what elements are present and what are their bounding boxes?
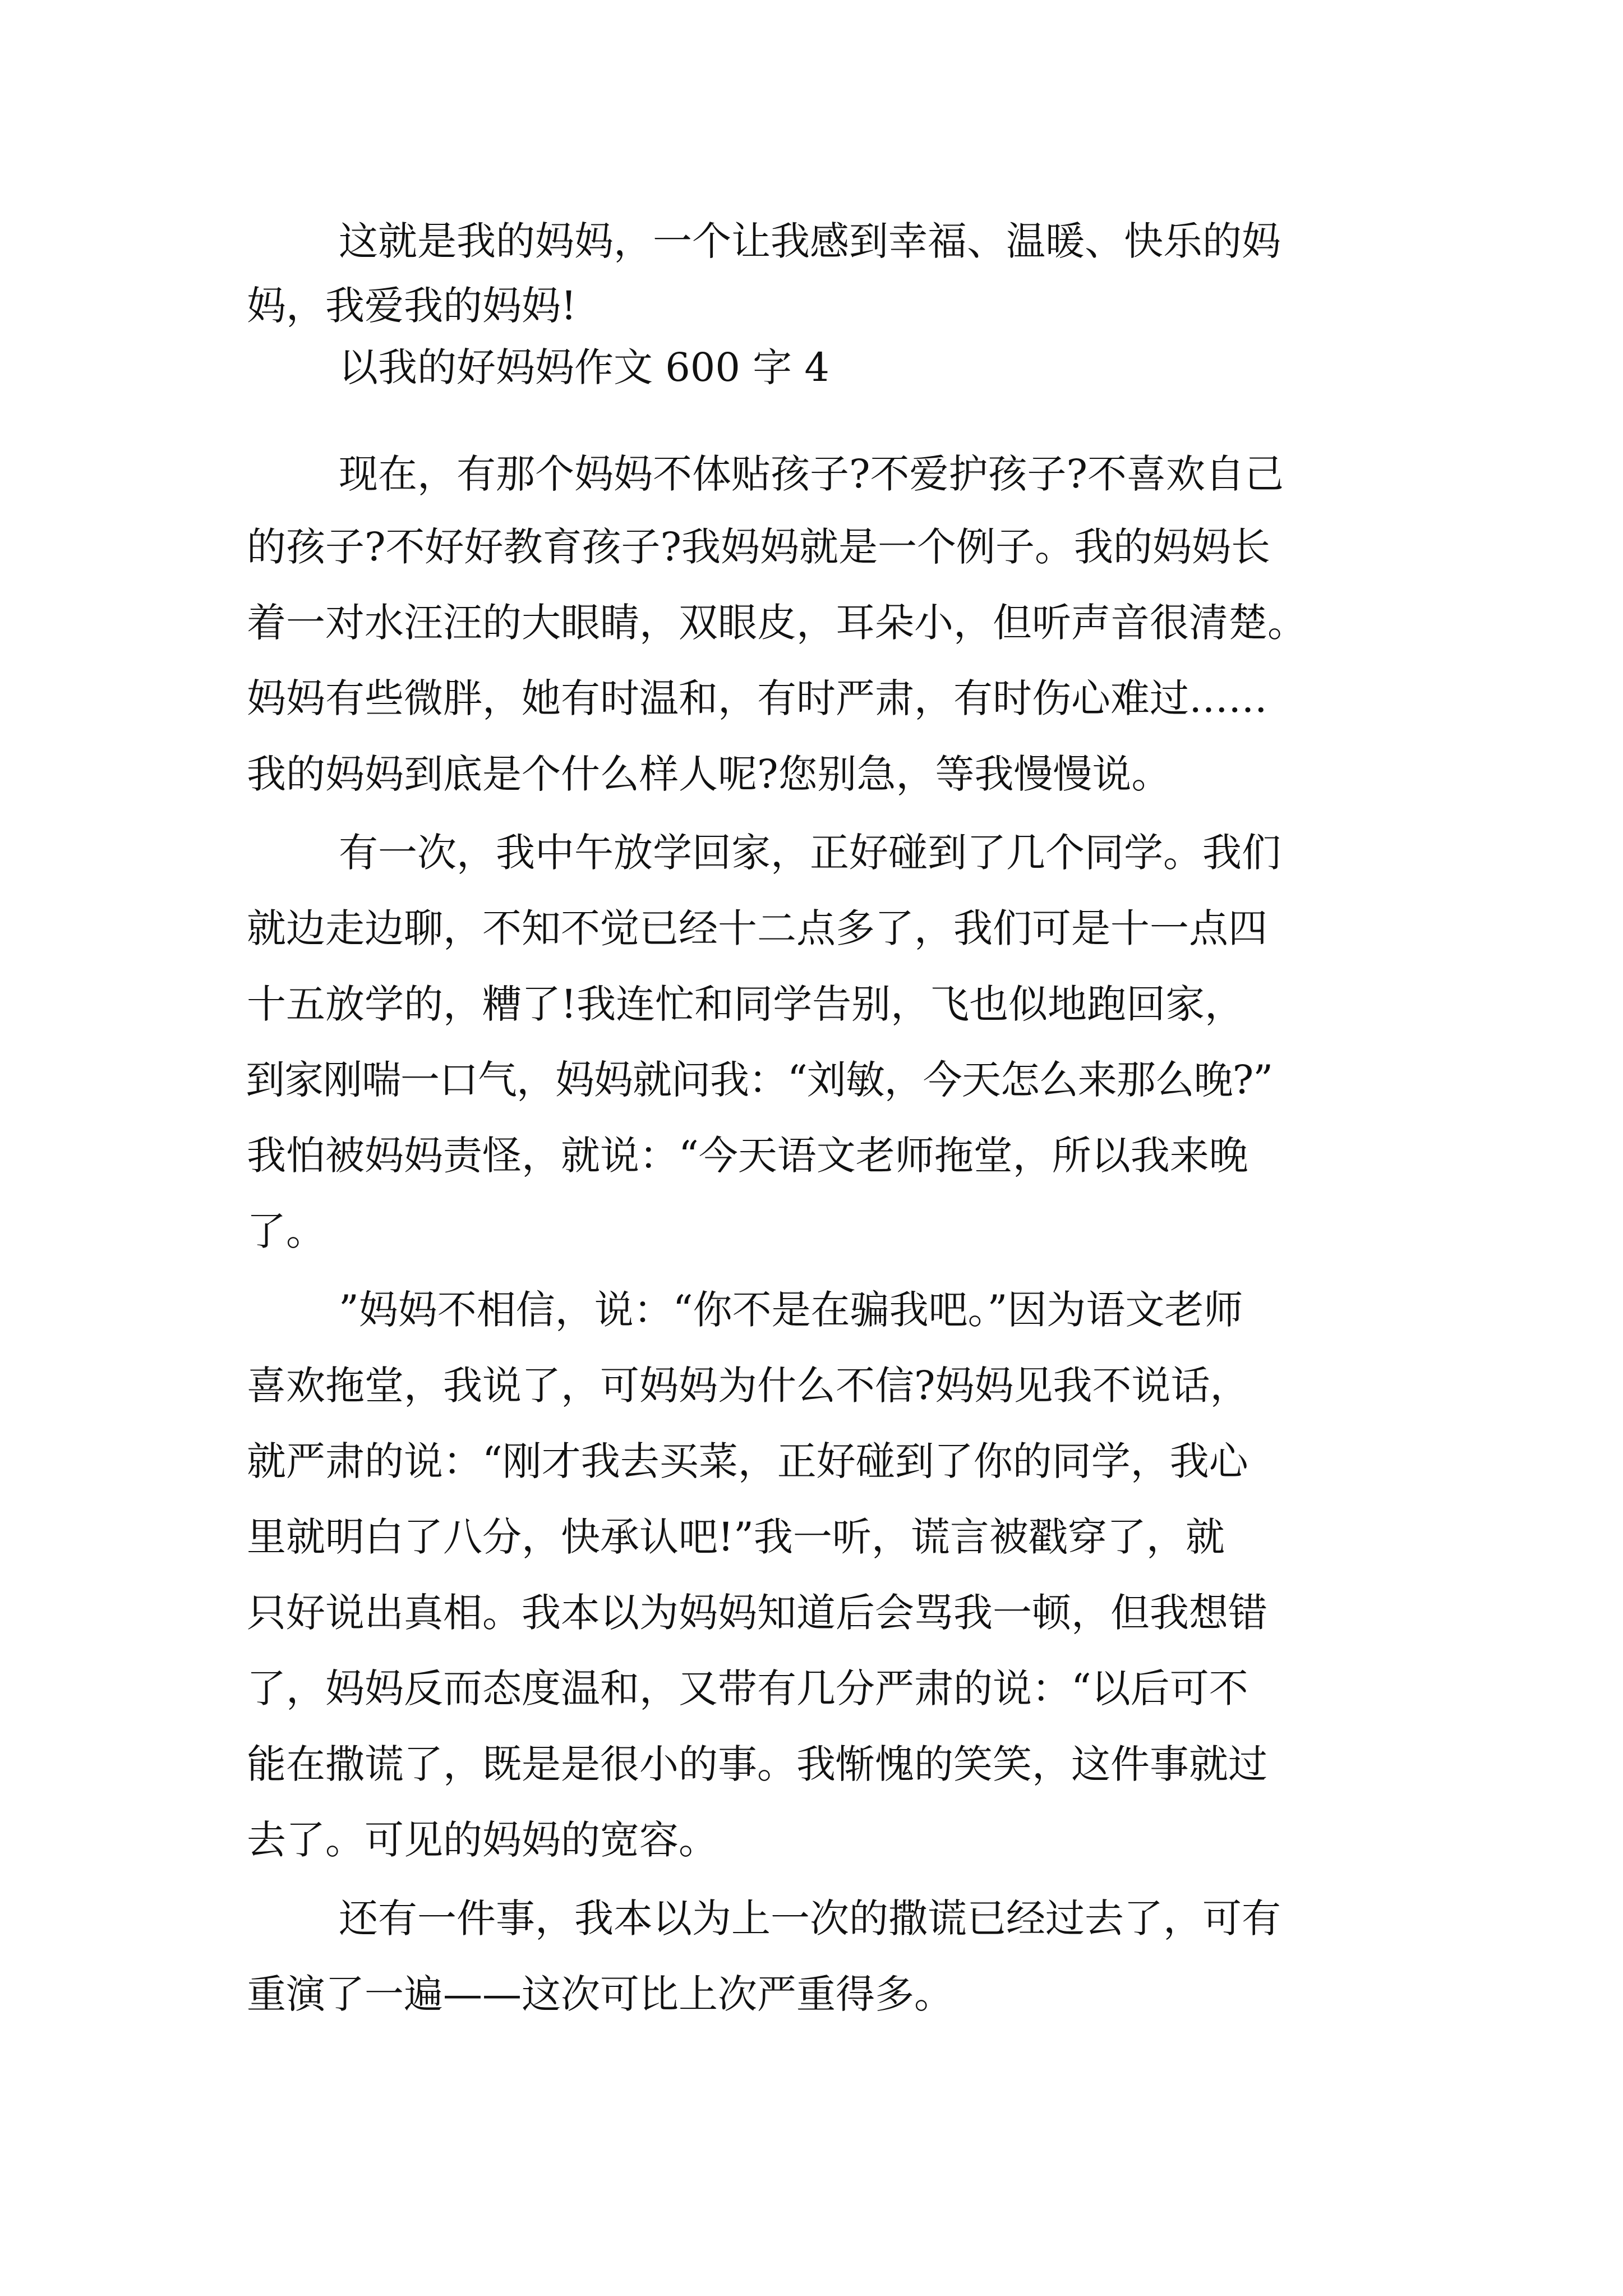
essay-title: 以我的好妈妈作文 600 字 4 [339,344,829,390]
paragraph-line: 现在，有那个妈妈不体贴孩子?不爱护孩子?不喜欢自己 [339,451,1284,497]
paragraph-line: 就严肃的说：“刚才我去买菜，正好碰到了你的同学，我心 [247,1438,1248,1484]
paragraph-line: 去了。可见的妈妈的宽容。 [247,1817,718,1863]
paragraph-line: 到家刚喘一口气，妈妈就问我：“刘敏，今天怎么来那么晚?” [246,1057,1273,1103]
paragraph-line: 了，妈妈反而态度温和，又带有几分严肃的说：“以后可不 [247,1665,1248,1711]
paragraph-line: 妈，我爱我的妈妈! [247,283,577,329]
paragraph-line: 重演了一遍——这次可比上次严重得多。 [247,1971,953,2017]
paragraph-line: 这就是我的妈妈，一个让我感到幸福、温暖、快乐的妈 [339,218,1281,264]
paragraph-line: 还有一件事，我本以为上一次的撒谎已经过去了，可有 [339,1895,1281,1941]
paragraph-line: 我怕被妈妈责怪，就说：“今天语文老师拖堂，所以我来晚 [247,1133,1248,1179]
paragraph-line: 妈妈有些微胖，她有时温和，有时严肃，有时伤心难过…… [247,675,1267,721]
paragraph-line: 的孩子?不好好教育孩子?我妈妈就是一个例子。我的妈妈长 [247,524,1271,570]
paragraph-line: 就边走边聊，不知不觉已经十二点多了，我们可是十一点四 [247,905,1267,951]
paragraph-line: 只好说出真相。我本以为妈妈知道后会骂我一顿，但我想错 [247,1590,1267,1636]
paragraph-line: 里就明白了八分，快承认吧!”我一听，谎言被戳穿了，就 [247,1514,1225,1560]
paragraph-line: 了。 [247,1208,325,1254]
paragraph-line: 喜欢拖堂，我说了，可妈妈为什么不信?妈妈见我不说话， [247,1363,1249,1409]
paragraph-line: 能在撒谎了，既是是很小的事。我惭愧的笑笑，这件事就过 [247,1741,1267,1787]
paragraph-line: ”妈妈不相信，说：“你不是在骗我吧。”因为语文老师 [339,1287,1243,1333]
paragraph-line: 着一对水汪汪的大眼睛，双眼皮，耳朵小，但听声音很清楚。 [247,600,1307,646]
paragraph-line: 十五放学的，糟了!我连忙和同学告别，飞也似地跑回家， [247,981,1244,1027]
paragraph-line: 我的妈妈到底是个什么样人呢?您别急，等我慢慢说。 [247,751,1171,797]
paragraph-line: 有一次，我中午放学回家，正好碰到了几个同学。我们 [339,830,1281,876]
